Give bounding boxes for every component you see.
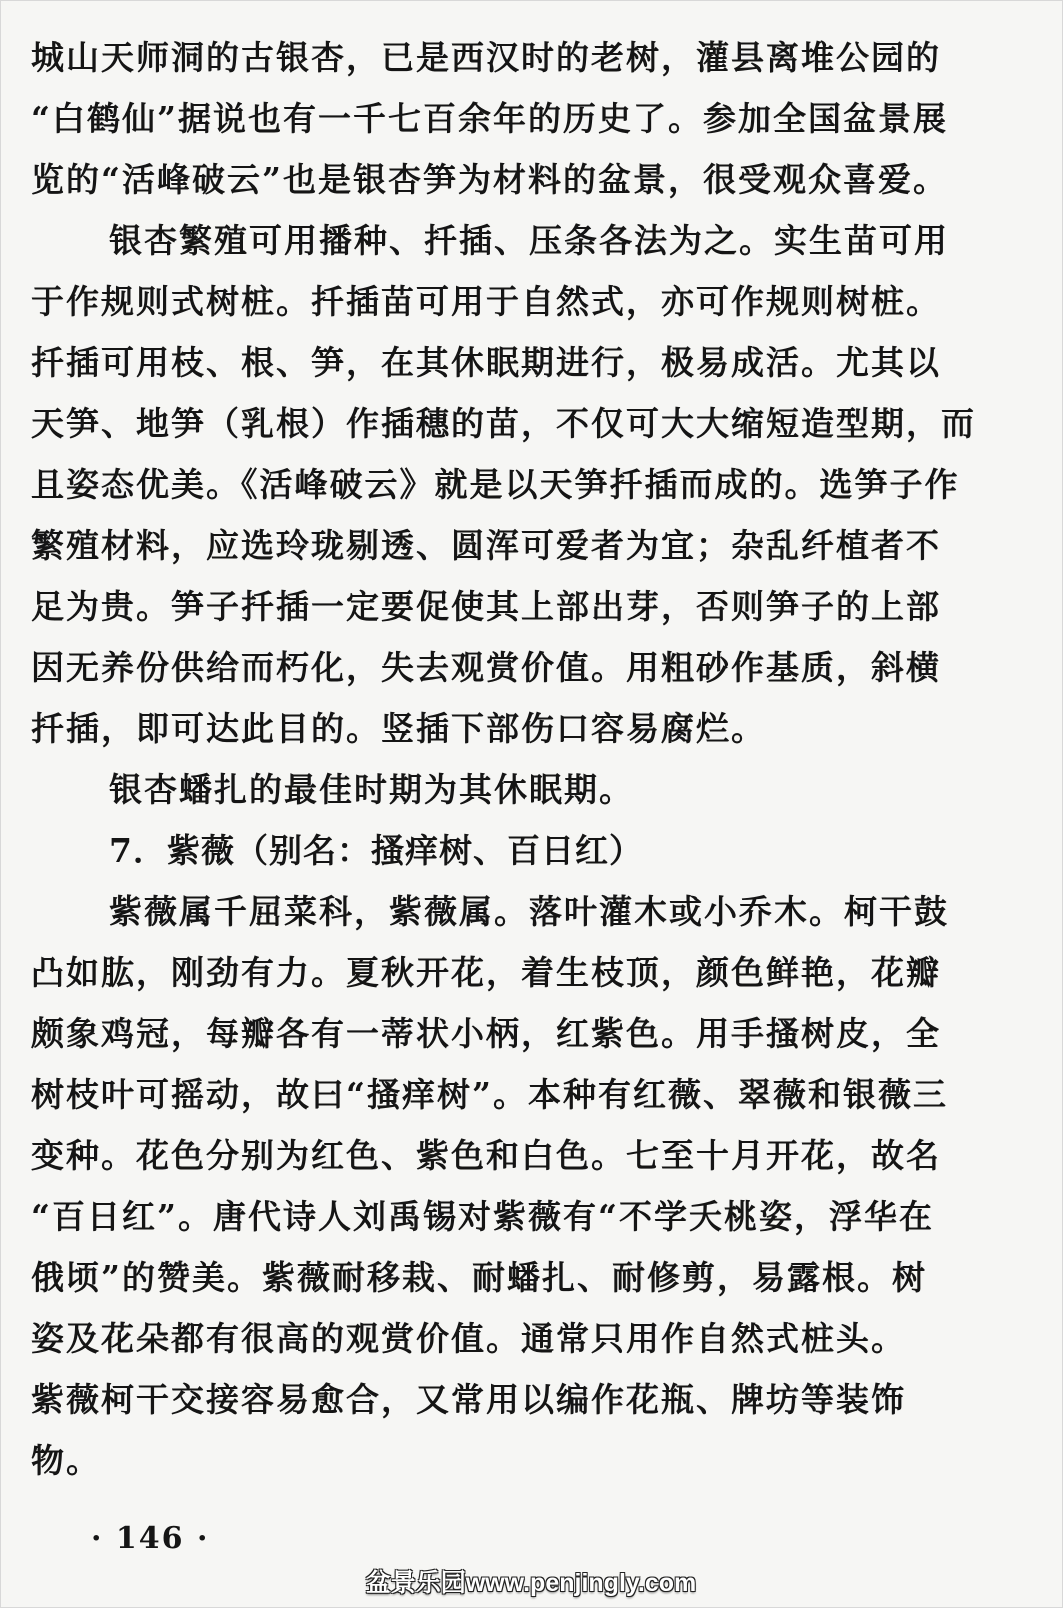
text-line: 物。 — [31, 1441, 101, 1480]
body-text — [31, 27, 1016, 1491]
watermark: 盆景乐园www.penjingly.com — [365, 1569, 697, 1597]
text-line: 变种。花色分别为红色、紫色和白色。七至十月开花，故名 — [31, 1136, 941, 1175]
text-line: 紫薇属千屈菜科，紫薇属。落叶灌木或小乔木。柯干鼓 — [109, 892, 949, 931]
text-line: 繁殖材料，应选玲珑剔透、圆浑可爱者为宜；杂乱纤植者不 — [31, 526, 941, 565]
text-line: 紫薇柯干交接容易愈合，又常用以编作花瓶、牌坊等装饰 — [31, 1380, 906, 1419]
text-line: 银杏繁殖可用播种、扦插、压条各法为之。实生苗可用 — [109, 221, 949, 260]
text-line: 扦插可用枝、根、笋，在其休眠期进行，极易成活。尤其以 — [31, 343, 941, 382]
section-heading: 7．紫薇（别名：搔痒树、百日红） — [109, 831, 643, 870]
text-line: 足为贵。笋子扦插一定要促使其上部出芽，否则笋子的上部 — [31, 587, 941, 626]
text-line: 城山天师洞的古银杏，已是西汉时的老树，灌县离堆公园的 — [31, 38, 941, 77]
text-line: 览的“活峰破云”也是银杏笋为材料的盆景，很受观众喜爱。 — [31, 160, 948, 199]
text-line: 扦插，即可达此目的。竖插下部伤口容易腐烂。 — [31, 709, 766, 748]
text-line: 银杏蟠扎的最佳时期为其休眠期。 — [109, 770, 634, 809]
text-line: 姿及花朵都有很高的观赏价值。通常只用作自然式桩头。 — [31, 1319, 906, 1358]
page-number: · 146 · — [91, 1521, 210, 1556]
text-line: 俄顷”的赞美。紫薇耐移栽、耐蟠扎、耐修剪，易露根。树 — [31, 1258, 927, 1297]
text-line: 天笋、地笋（乳根）作插穗的苗，不仅可大大缩短造型期，而 — [31, 404, 976, 443]
text-line: “白鹤仙”据说也有一千七百余年的历史了。参加全国盆景展 — [31, 99, 948, 138]
text-line: 于作规则式树桩。扦插苗可用于自然式，亦可作规则树桩。 — [31, 282, 941, 321]
text-line: “百日红”。唐代诗人刘禹锡对紫薇有“不学夭桃姿，浮华在 — [31, 1197, 934, 1236]
text-line: 凸如肱，刚劲有力。夏秋开花，着生枝顶，颜色鲜艳，花瓣 — [31, 953, 941, 992]
text-line: 颇象鸡冠，每瓣各有一蒂状小柄，红紫色。用手搔树皮，全 — [31, 1014, 941, 1053]
text-line: 树枝叶可摇动，故曰“搔痒树”。本种有红薇、翠薇和银薇三 — [31, 1075, 948, 1114]
text-line: 因无养份供给而朽化，失去观赏价值。用粗砂作基质，斜横 — [31, 648, 941, 687]
text-line: 且姿态优美。《活峰破云》就是以天笋扦插而成的。选笋子作 — [31, 465, 960, 504]
